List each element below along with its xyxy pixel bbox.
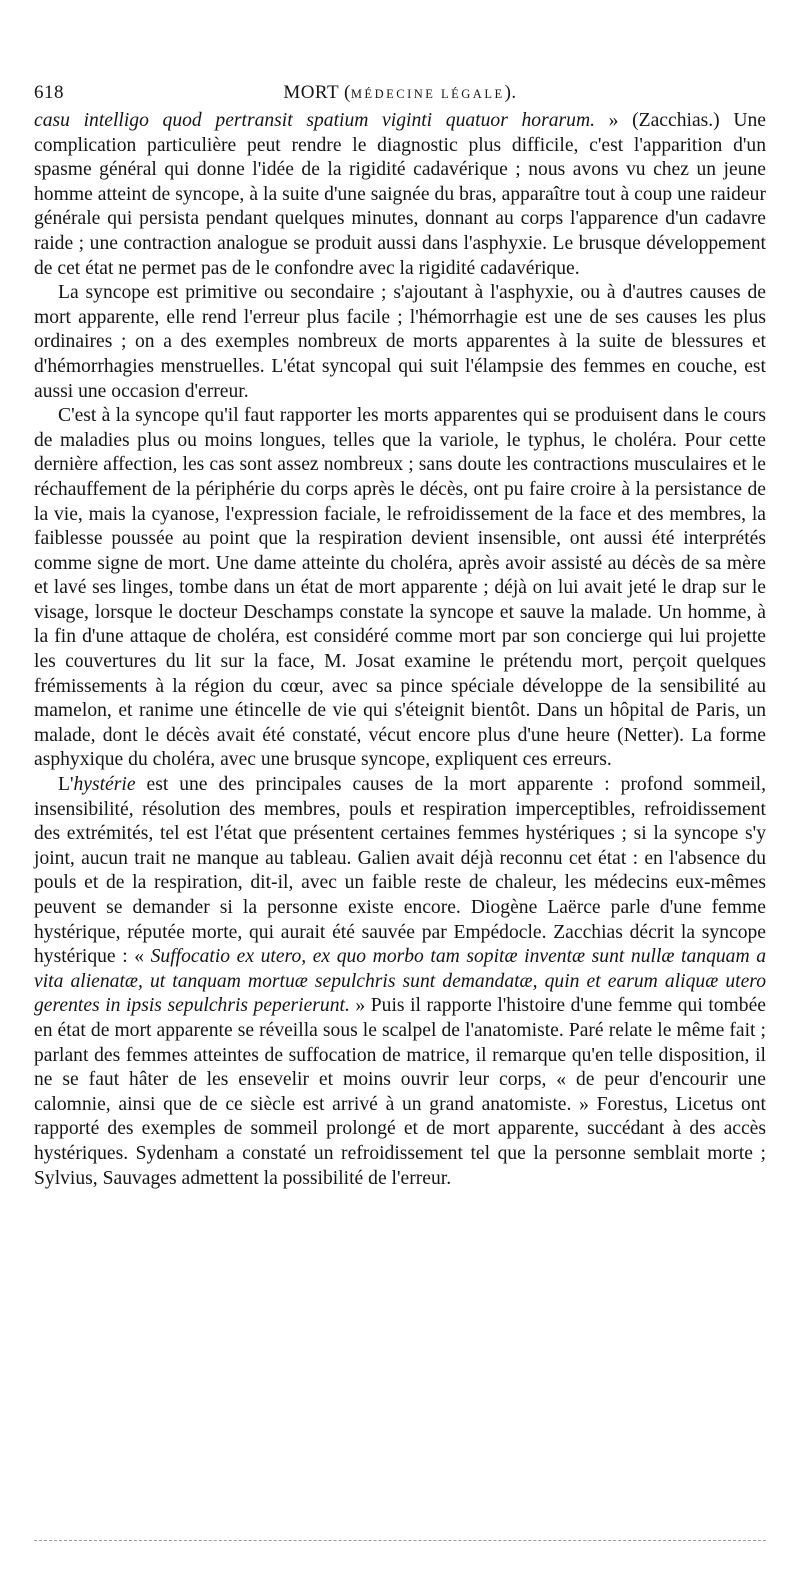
italic-text: hystérie (73, 774, 136, 796)
italic-text: casu intelligo quod pertransit spatium viginti quatuor horarum. (34, 110, 595, 131)
page-number: 618 (34, 82, 64, 103)
paragraph (34, 404, 766, 773)
text-run: L' (58, 774, 74, 796)
running-head (34, 82, 766, 112)
text-run: La syncope est primitive ou secondaire ; s'ajoutant à l'asphyxie, ou à d'autres causes de mort apparente, elle rend l'erreur plus facile ; l'hémorrhagie est une de ses causes les plus ordinaires ; on a des exemples nombreux de morts apparentes à la suite de blessures et d'hémorrhagies menstruelles. L'état syncopal qui suit l'élampsie des femmes en couche, est aussi une occasion d'erreur. (34, 282, 766, 402)
running-title (34, 82, 766, 104)
paragraph (34, 109, 766, 281)
running-title-main: MORT ( (283, 82, 351, 103)
italic-text: Suffocatio ex utero, ex quo morbo tam sopitæ inventæ sunt nullæ tanquam a vita alienatæ, ut tanquam mortuæ sepulchris sunt demandatæ, quin et earum aliquæ utero gerentes in ipsis sepulchris peperierunt. (34, 946, 766, 1017)
text-run: C'est à la syncope qu'il faut rapporter les morts apparentes qui se produisent dans le cours de maladies plus ou moins longues, telles que la variole, le typhus, le choléra. Pour cette dernière affection, les cas sont assez nombreux ; sans doute les contractions musculaires et le réchauffement de la périphérie du corps après le décès, ont pu faire croire à la persistance de la vie, mais la cyanose, l'expression faciale, le refroidissement de la face et des membres, la faiblesse poussée au point que la respiration devient insensible, ont aussi été interprétés comme signe de mort. Une dame atteinte du choléra, après avoir assisté au décès de sa mère et lavé ses linges, tombe dans un état de mort apparente ; déjà on lui avait jeté le drap sur le visage, lorsque le docteur Deschamps constate la syncope et sauve la malade. Un homme, à la fin d'une attaque de choléra, est considéré comme mort par son concierge qui lui projette les couvertures du lit sur la face, M. Josat examine le prétendu mort, perçoit quelques frémissements à la région du cœur, avec sa pince spéciale développe de la sensibilité au mamelon, et ranime une étincelle de vie qui s'éteignit bientôt. Dans un hôpital de Paris, un malade, dont le décès avait été constaté, vécut encore plus d'une heure (Netter). La forme asphyxique du choléra, avec une brusque syncope, expliquent ces erreurs. (34, 405, 766, 771)
text-run: » (Zacchias.) Une complication particulière peut rendre le diagnostic plus difficile, c'est l'apparition d'un spasme général qui donne l'idée de la rigidité cadavérique ; nous avons vu chez un jeune homme atteint de syncope, à la suite d'une saignée du bras, apparaître tout à coup une raideur générale qui persista pendant quelques minutes, donnant au corps l'apparence d'un cadavre raide ; une contraction analogue se produit aussi dans l'asphyxie. Le brusque développement de cet état ne permet pas de le confondre avec la rigidité cadavérique. (34, 110, 766, 279)
running-title-end: ). (504, 82, 517, 103)
page-bottom-rule (34, 1540, 766, 1541)
page (34, 82, 766, 1191)
paragraph (34, 281, 766, 404)
body-text (34, 109, 766, 1191)
text-run: » Puis il rapporte l'histoire d'une femme qui tombée en état de mort apparente se réveilla sous le scalpel de l'anatomiste. Paré relate le même fait ; parlant des femmes atteintes de suffocation de matrice, il remarque qu'en telle disposition, il ne se faut hâter de les ensevelir et moins ouvrir leur corps, « de peur d'encourir une calomnie, ainsi que de ce siècle est arrivé à un grand anatomiste. » Forestus, Licetus ont rapporté des exemples de sommeil prolongé et de mort apparente, succédant à des accès hystériques. Sydenham a constaté un refroidissement tel que la personne semblait morte ; Sylvius, Sauvages admettent la possibilité de l'erreur. (34, 995, 766, 1189)
text-run: est une des principales causes de la mort apparente : profond sommeil, insensibilité, résolution des membres, pouls et respiration imperceptibles, refroidissement des extrémités, tel est l'état que présentent certaines femmes hystériques ; si la syncope s'y joint, aucun trait ne manque au tableau. Galien avait déjà reconnu cet état : en l'absence du pouls et de la respiration, dit-il, avec un faible reste de chaleur, les médecins eux-mêmes peuvent se demander si la personne existe encore. Diogène Laërce parle d'une femme hystérique, réputée morte, qui aurait été sauvée par Empédocle. Zacchias décrit la syncope hystérique : « (34, 774, 766, 968)
paragraph (34, 773, 766, 1191)
running-title-subject: MÉDECINE LÉGALE (350, 87, 505, 101)
